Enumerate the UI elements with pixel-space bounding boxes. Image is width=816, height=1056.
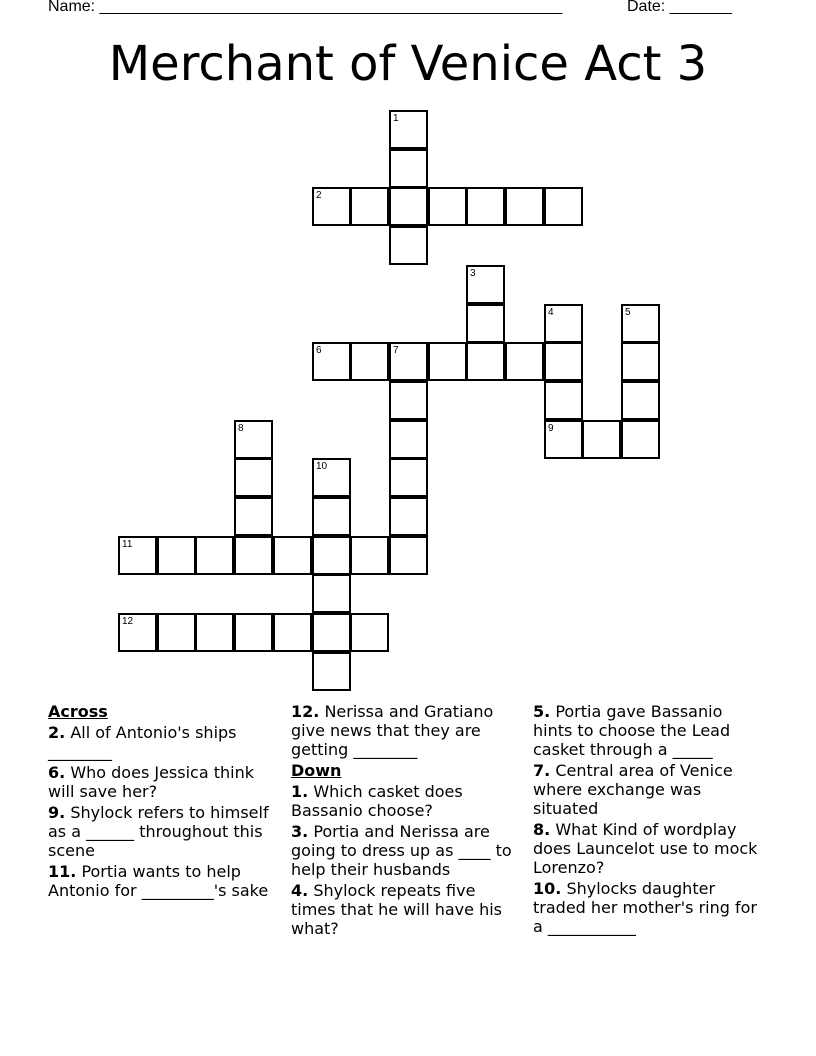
date-field-label[interactable]: Date: _______ [627,0,732,15]
grid-cell[interactable] [312,652,351,691]
cell-number: 10 [316,461,328,472]
grid-cell-12[interactable] [118,613,157,652]
grid-cell[interactable] [350,536,389,575]
clue-number: 3. [291,822,309,841]
cell-number: 7 [393,345,399,356]
clue-number: 12. [291,702,320,721]
grid-cell[interactable] [389,497,428,536]
clue-number: 4. [291,881,309,900]
clue-across-11 [48,862,280,900]
clue-text: Portia wants to help Antonio for _________'s sake [48,862,269,900]
grid-cell[interactable] [389,381,428,420]
clue-down-8 [533,820,765,877]
grid-cell-9[interactable] [544,420,583,459]
name-field-label[interactable]: Name: ____________________________________________________ [48,0,563,15]
down-heading: Down [291,761,342,780]
clue-down-3 [291,822,523,879]
grid-cell[interactable] [195,536,234,575]
cell-number: 4 [548,307,554,318]
clue-across-9 [48,803,280,860]
grid-cell[interactable] [157,536,196,575]
clue-text: Shylock refers to himself as a ______ throughout this scene [48,803,269,860]
clue-text: What Kind of wordplay does Launcelot use to mock Lorenzo? [533,820,758,877]
clue-text: Shylocks daughter traded her mother's ring for a ___________ [533,879,757,936]
grid-cell[interactable] [195,613,234,652]
grid-cell[interactable] [389,149,428,188]
grid-cell-7[interactable] [389,342,428,381]
clue-number: 7. [533,761,551,780]
clue-number: 6. [48,763,66,782]
clue-down-10 [533,879,765,936]
grid-cell[interactable] [428,342,467,381]
grid-cell[interactable] [389,458,428,497]
grid-cell-8[interactable] [234,420,273,459]
across-heading: Across [48,702,108,721]
clue-down-1 [291,782,523,820]
grid-cell[interactable] [389,420,428,459]
grid-cell[interactable] [312,497,351,536]
clue-text: Shylock repeats five times that he will have his what? [291,881,502,938]
grid-cell[interactable] [312,574,351,613]
grid-cell[interactable] [544,187,583,226]
grid-cell[interactable] [273,613,312,652]
page-title: Merchant of Venice Act 3 [108,36,708,92]
clue-number: 5. [533,702,551,721]
grid-cell-10[interactable] [312,458,351,497]
grid-cell[interactable] [544,342,583,381]
cell-number: 5 [625,307,631,318]
grid-cell[interactable] [505,187,544,226]
grid-cell-11[interactable] [118,536,157,575]
clue-across-2 [48,723,280,761]
clues-column-2 [291,700,523,940]
clue-text: Portia gave Bassanio hints to choose the Lead casket through a _____ [533,702,731,759]
clue-number: 11. [48,862,77,881]
grid-cell[interactable] [234,613,273,652]
grid-cell-6[interactable] [312,342,351,381]
grid-cell[interactable] [621,342,660,381]
clue-across-6 [48,763,280,801]
cell-number: 11 [122,539,133,550]
clue-number: 2. [48,723,66,742]
clue-across-12 [291,702,523,759]
grid-cell[interactable] [312,613,351,652]
grid-cell-4[interactable] [544,304,583,343]
clue-text: Who does Jessica think will save her? [48,763,254,801]
clue-down-5 [533,702,765,759]
grid-cell[interactable] [544,381,583,420]
grid-cell[interactable] [389,187,428,226]
clue-text: Nerissa and Gratiano give news that they are getting ________ [291,702,494,759]
clues-column-1 [48,700,280,902]
clue-text: Portia and Nerissa are going to dress up as ____ to help their husbands [291,822,512,879]
grid-cell[interactable] [621,420,660,459]
cell-number: 6 [316,345,322,356]
grid-cell[interactable] [234,536,273,575]
clue-text: Which casket does Bassanio choose? [291,782,463,820]
grid-cell-3[interactable] [466,265,505,304]
clue-text: All of Antonio's ships ________ [48,723,237,761]
cell-number: 3 [470,268,476,279]
clues-column-3 [533,700,765,938]
cell-number: 8 [238,423,244,434]
grid-cell[interactable] [234,458,273,497]
grid-cell[interactable] [466,342,505,381]
grid-cell[interactable] [273,536,312,575]
cell-number: 12 [122,616,134,627]
grid-cell[interactable] [350,187,389,226]
grid-cell[interactable] [234,497,273,536]
clue-number: 9. [48,803,66,822]
grid-cell[interactable] [389,536,428,575]
clue-number: 1. [291,782,309,801]
grid-cell[interactable] [428,187,467,226]
grid-cell[interactable] [621,381,660,420]
grid-cell[interactable] [389,226,428,265]
grid-cell-5[interactable] [621,304,660,343]
grid-cell[interactable] [157,613,196,652]
grid-cell[interactable] [466,187,505,226]
grid-cell[interactable] [350,342,389,381]
cell-number: 2 [316,190,322,201]
grid-cell[interactable] [582,420,621,459]
clue-down-4 [291,881,523,938]
grid-cell-1[interactable] [389,110,428,149]
grid-cell[interactable] [505,342,544,381]
cell-number: 9 [548,423,554,434]
clue-down-7 [533,761,765,818]
cell-number: 1 [393,113,399,124]
clue-number: 8. [533,820,551,839]
grid-cell[interactable] [466,304,505,343]
clue-text: Central area of Venice where exchange was situated [533,761,733,818]
grid-cell[interactable] [312,536,351,575]
grid-cell[interactable] [350,613,389,652]
grid-cell-2[interactable] [312,187,351,226]
clue-number: 10. [533,879,562,898]
